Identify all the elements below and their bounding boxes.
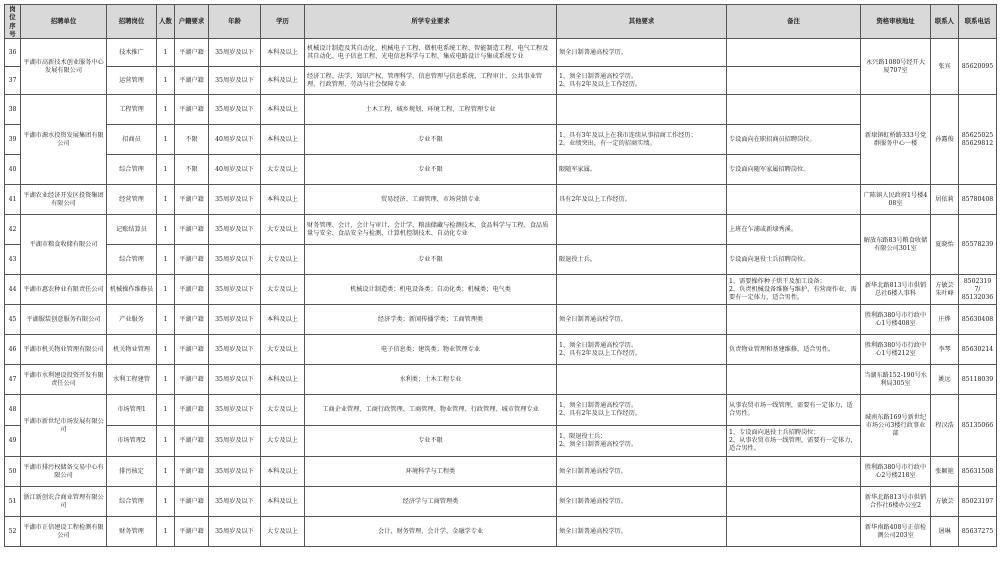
- review-address-cell: 新华北路813号市供销总社6楼人事科: [861, 275, 931, 305]
- recruitment-table: [4, 4, 997, 547]
- count-cell: 1: [157, 517, 175, 547]
- major-cell: 经济学类；新闻传播学类；工商管理类: [305, 305, 557, 335]
- table-row: [5, 275, 997, 305]
- header-hukou: 户籍要求: [175, 5, 209, 39]
- position-cell: 机械操作维修员: [107, 275, 157, 305]
- major-cell: 经济工程、法学、知识产权、管理科学、信息管理与信息系统、工程审计、公共事业管理、行政管理、劳动与社会保障专业: [305, 67, 557, 95]
- hukou-cell: 平湖户籍: [175, 365, 209, 395]
- table-row: [5, 245, 997, 275]
- education-cell: 本科及以上: [261, 457, 305, 487]
- major-cell: 贸易经济、工商管理、市场营销专业: [305, 185, 557, 215]
- header-other-requirements: 其他要求: [557, 5, 727, 39]
- education-cell: 本科及以上: [261, 487, 305, 517]
- major-cell: 会计、财务管理、会计学、金融学专业: [305, 517, 557, 547]
- unit-cell: 平湖市新世纪市场发展有限公司: [21, 395, 107, 457]
- age-cell: 35周岁及以下: [209, 67, 261, 95]
- major-cell: 工商企业管理、工商行政管理、工商管理、物业管理、行政管理、城市管理专业: [305, 395, 557, 426]
- hukou-cell: 平湖户籍: [175, 185, 209, 215]
- seq-cell: 42: [5, 215, 21, 245]
- table-row: [5, 125, 997, 155]
- notes-cell: [727, 305, 861, 335]
- contact-cell: 张宾: [931, 39, 959, 95]
- seq-cell: 51: [5, 487, 21, 517]
- other-requirements-cell: 1、须全日制普通高校学历。 2、具有2年及以上工作经历。: [557, 67, 727, 95]
- review-address-cell: 胜利路380号市行政中心2号楼218室: [861, 457, 931, 487]
- table-row: [5, 426, 997, 457]
- seq-cell: 50: [5, 457, 21, 487]
- other-requirements-cell: 须全日制普通高校学历。: [557, 487, 727, 517]
- unit-cell: 平湖市高新技术创业服务中心发展有限公司: [21, 39, 107, 95]
- phone-cell: 85631508: [959, 457, 997, 487]
- notes-cell: 专设面向在职招商员招聘岗位。: [727, 125, 861, 155]
- education-cell: 大专及以上: [261, 215, 305, 245]
- notes-cell: [727, 95, 861, 125]
- position-cell: 市场管理2: [107, 426, 157, 457]
- position-cell: 招商员: [107, 125, 157, 155]
- hukou-cell: 平湖户籍: [175, 305, 209, 335]
- position-cell: 综合管理: [107, 245, 157, 275]
- phone-cell: 85023197/ 85132036: [959, 275, 997, 305]
- phone-cell: 85780408: [959, 185, 997, 215]
- notes-cell: [727, 487, 861, 517]
- phone-cell: 85620095: [959, 39, 997, 95]
- other-requirements-cell: 1、须全日制普通高校学历。 2、具有2年及以上工作经历。: [557, 395, 727, 426]
- age-cell: 40周岁及以下: [209, 125, 261, 155]
- notes-cell: [727, 517, 861, 547]
- count-cell: 1: [157, 125, 175, 155]
- education-cell: 大专及以上: [261, 395, 305, 426]
- unit-cell: 平湖市水利建设投资开发有限责任公司: [21, 365, 107, 395]
- hukou-cell: 平湖户籍: [175, 39, 209, 67]
- review-address-cell: 解放东路83号粮食收储有限公司301室: [861, 215, 931, 275]
- count-cell: 1: [157, 215, 175, 245]
- other-requirements-cell: 限随军家属。: [557, 155, 727, 185]
- education-cell: 大专及以上: [261, 245, 305, 275]
- notes-cell: [727, 39, 861, 67]
- notes-cell: [727, 457, 861, 487]
- count-cell: 1: [157, 67, 175, 95]
- age-cell: 35周岁及以下: [209, 185, 261, 215]
- header-education: 学历: [261, 5, 305, 39]
- hukou-cell: 平湖户籍: [175, 215, 209, 245]
- seq-cell: 52: [5, 517, 21, 547]
- major-cell: 财务管理、会计、会计与审计、会计学、粮油储藏与检测技术、食品科学与工程、食品质量与安全、食品安全与检测、计算机控制技术、自动化专业: [305, 215, 557, 245]
- position-cell: 机关物业管理: [107, 335, 157, 365]
- header-position: 招聘岗位: [107, 5, 157, 39]
- hukou-cell: 平湖户籍: [175, 426, 209, 457]
- review-address-cell: 当湖东路152-190号水利局305室: [861, 365, 931, 395]
- phone-cell: 85625025 85629812: [959, 95, 997, 185]
- position-cell: 技术推广: [107, 39, 157, 67]
- seq-cell: 43: [5, 245, 21, 275]
- age-cell: 35周岁及以下: [209, 305, 261, 335]
- header-row: [5, 5, 997, 39]
- major-cell: 专业不限: [305, 125, 557, 155]
- age-cell: 35周岁及以下: [209, 39, 261, 67]
- header-unit: 招聘单位: [21, 5, 107, 39]
- education-cell: 大专及以上: [261, 517, 305, 547]
- hukou-cell: 平湖户籍: [175, 517, 209, 547]
- notes-cell: [727, 185, 861, 215]
- table-row: [5, 305, 997, 335]
- notes-cell: 上班在乍浦或新埭秀溪。: [727, 215, 861, 245]
- unit-cell: 平湖市机关物业管理有限公司: [21, 335, 107, 365]
- header-contact: 联系人: [931, 5, 959, 39]
- phone-cell: 85578239: [959, 215, 997, 275]
- count-cell: 1: [157, 335, 175, 365]
- major-cell: 环境科学与工程类: [305, 457, 557, 487]
- table-row: [5, 395, 997, 426]
- hukou-cell: 不限: [175, 155, 209, 185]
- age-cell: 40周岁及以下: [209, 155, 261, 185]
- notes-cell: 负责物业管理和基建维修，适合男性。: [727, 335, 861, 365]
- review-address-cell: 新埭镇虹桥路333号党群服务中心一楼: [861, 95, 931, 185]
- contact-cell: 张颖艳: [931, 457, 959, 487]
- hukou-cell: 不限: [175, 125, 209, 155]
- notes-cell: [727, 365, 861, 395]
- other-requirements-cell: 限退役士兵。: [557, 245, 727, 275]
- seq-cell: 41: [5, 185, 21, 215]
- major-cell: 专业不限: [305, 245, 557, 275]
- major-cell: 专业不限: [305, 155, 557, 185]
- notes-cell: 1、需要操作种子烘干及加工设备； 2、负责机械设备维修与维护，有营商作业，需要有一定体力，适合男性。: [727, 275, 861, 305]
- seq-cell: 45: [5, 305, 21, 335]
- contact-cell: 庄烨: [931, 305, 959, 335]
- count-cell: 1: [157, 185, 175, 215]
- education-cell: 大专及以上: [261, 335, 305, 365]
- other-requirements-cell: 须全日制普通高校学历。: [557, 457, 727, 487]
- hukou-cell: 平湖户籍: [175, 275, 209, 305]
- seq-cell: 39: [5, 125, 21, 155]
- header-count: 人数: [157, 5, 175, 39]
- major-cell: 机械设计制造类；机电设备类；自动化类；机械类；电气类: [305, 275, 557, 305]
- count-cell: 1: [157, 487, 175, 517]
- review-address-cell: 胜利路380号市行政中心1号楼408室: [861, 305, 931, 335]
- unit-cell: 浙江新创农合商业管理有限公司: [21, 487, 107, 517]
- recruitment-table-container: [4, 4, 996, 547]
- hukou-cell: 平湖户籍: [175, 335, 209, 365]
- age-cell: 35周岁及以下: [209, 457, 261, 487]
- review-address-cell: 城南东路169号新世纪市场公司3楼行政事业部: [861, 395, 931, 457]
- table-body: [5, 39, 997, 547]
- contact-cell: 姚远: [931, 365, 959, 395]
- header-notes: 备注: [727, 5, 861, 39]
- contact-cell: 方敏芸 朱叶峰: [931, 275, 959, 305]
- education-cell: 本科及以上: [261, 39, 305, 67]
- seq-cell: 38: [5, 95, 21, 125]
- contact-cell: 夏晓怡: [931, 215, 959, 275]
- hukou-cell: 平湖户籍: [175, 95, 209, 125]
- education-cell: 本科及以上: [261, 185, 305, 215]
- age-cell: 35周岁及以下: [209, 215, 261, 245]
- seq-cell: 46: [5, 335, 21, 365]
- contact-cell: 李琴: [931, 335, 959, 365]
- seq-cell: 44: [5, 275, 21, 305]
- other-requirements-cell: 须全日制普通高校学历。: [557, 517, 727, 547]
- seq-cell: 49: [5, 426, 21, 457]
- contact-cell: 居依莉: [931, 185, 959, 215]
- header-major: 所学专业要求: [305, 5, 557, 39]
- table-row: [5, 185, 997, 215]
- count-cell: 1: [157, 95, 175, 125]
- unit-cell: 平湖市惠农种业有限责任公司: [21, 275, 107, 305]
- education-cell: 本科及以上: [261, 305, 305, 335]
- age-cell: 35周岁及以下: [209, 365, 261, 395]
- education-cell: 大专及以上: [261, 426, 305, 457]
- other-requirements-cell: 须全日制普通高校学历。: [557, 305, 727, 335]
- age-cell: 35周岁及以下: [209, 426, 261, 457]
- phone-cell: 85023197: [959, 487, 997, 517]
- review-address-cell: 胜利路380号市行政中心1号楼212室: [861, 335, 931, 365]
- count-cell: 1: [157, 275, 175, 305]
- education-cell: 本科及以上: [261, 125, 305, 155]
- education-cell: 大专及以上: [261, 275, 305, 305]
- table-row: [5, 95, 997, 125]
- other-requirements-cell: [557, 275, 727, 305]
- contact-cell: 方敏芸: [931, 487, 959, 517]
- header-phone: 联系电话: [959, 5, 997, 39]
- header-seq: 岗位序号: [5, 5, 21, 39]
- count-cell: 1: [157, 365, 175, 395]
- position-cell: 综合管理: [107, 487, 157, 517]
- count-cell: 1: [157, 457, 175, 487]
- table-row: [5, 215, 997, 245]
- age-cell: 35周岁及以下: [209, 245, 261, 275]
- notes-cell: 从事农贸市场一线管理，需要有一定体力，适合男性。: [727, 395, 861, 426]
- other-requirements-cell: 1、限退役士兵； 2、须全日制普通高校学历。: [557, 426, 727, 457]
- position-cell: 产业服务: [107, 305, 157, 335]
- other-requirements-cell: [557, 365, 727, 395]
- age-cell: 35周岁及以下: [209, 395, 261, 426]
- count-cell: 1: [157, 245, 175, 275]
- phone-cell: 85637275: [959, 517, 997, 547]
- seq-cell: 40: [5, 155, 21, 185]
- major-cell: 机械设计制造及其自动化、机械电子工程、微机电系统工程、智能制造工程、电气工程及其自动化、电子信息工程、光电信息科学与工程、集成电路设计与集成系统专业: [305, 39, 557, 67]
- other-requirements-cell: 须全日制普通高校学历。: [557, 39, 727, 67]
- age-cell: 35周岁及以下: [209, 275, 261, 305]
- review-address-cell: 新华南路408号正信检测公司203室: [861, 517, 931, 547]
- notes-cell: 专设面向随军家属招聘岗位。: [727, 155, 861, 185]
- major-cell: 土木工程、城乡规划、环境工程、工程管理专业: [305, 95, 557, 125]
- table-row: [5, 487, 997, 517]
- contact-cell: 程汉浩: [931, 395, 959, 457]
- education-cell: 本科及以上: [261, 365, 305, 395]
- table-row: [5, 517, 997, 547]
- hukou-cell: 平湖户籍: [175, 67, 209, 95]
- education-cell: 本科及以上: [261, 95, 305, 125]
- review-address-cell: 永兴路1080号经开大厦707室: [861, 39, 931, 95]
- unit-cell: 平湖市粮食收储有限公司: [21, 215, 107, 275]
- hukou-cell: 平湖户籍: [175, 487, 209, 517]
- notes-cell: 1、专设面向退役士兵招聘岗位； 2、从事农贸市场一线管理，需要有一定体力，适合男性。: [727, 426, 861, 457]
- other-requirements-cell: 具有2年及以上工作经历。: [557, 185, 727, 215]
- review-address-cell: 广陈镇人民政府1号楼408室: [861, 185, 931, 215]
- seq-cell: 37: [5, 67, 21, 95]
- major-cell: 经济学与工商管理类: [305, 487, 557, 517]
- other-requirements-cell: 1、须全日制普通高校学历。 2、具有2年及以上工作经历。: [557, 335, 727, 365]
- education-cell: 大专及以上: [261, 155, 305, 185]
- phone-cell: 85630408: [959, 305, 997, 335]
- notes-cell: 专设面向退役士兵招聘岗位。: [727, 245, 861, 275]
- unit-cell: 平湖服装创意服务有限公司: [21, 305, 107, 335]
- major-cell: 电子信息类；建筑类；物业管理专业: [305, 335, 557, 365]
- other-requirements-cell: [557, 95, 727, 125]
- position-cell: 排污核定: [107, 457, 157, 487]
- major-cell: 专业不限: [305, 426, 557, 457]
- position-cell: 水利工程建管: [107, 365, 157, 395]
- major-cell: 水利类；土木工程专业: [305, 365, 557, 395]
- position-cell: 经营管理: [107, 185, 157, 215]
- unit-cell: 平湖市正信建设工程检测有限公司: [21, 517, 107, 547]
- unit-cell: 平湖农业经济开发区投资集团有限公司: [21, 185, 107, 215]
- age-cell: 35周岁及以下: [209, 487, 261, 517]
- table-row: [5, 39, 997, 67]
- position-cell: 市场管理1: [107, 395, 157, 426]
- table-row: [5, 457, 997, 487]
- position-cell: 工程管理: [107, 95, 157, 125]
- table-row: [5, 335, 997, 365]
- count-cell: 1: [157, 426, 175, 457]
- position-cell: 财务管理: [107, 517, 157, 547]
- hukou-cell: 平湖户籍: [175, 245, 209, 275]
- table-row: [5, 155, 997, 185]
- hukou-cell: 平湖户籍: [175, 395, 209, 426]
- hukou-cell: 平湖户籍: [175, 457, 209, 487]
- age-cell: 35周岁及以下: [209, 335, 261, 365]
- age-cell: 35周岁及以下: [209, 95, 261, 125]
- position-cell: 综合管理: [107, 155, 157, 185]
- notes-cell: [727, 67, 861, 95]
- table-row: [5, 365, 997, 395]
- review-address-cell: 新华北路813号市供销合作社6楼办公室2: [861, 487, 931, 517]
- count-cell: 1: [157, 395, 175, 426]
- age-cell: 35周岁及以下: [209, 517, 261, 547]
- phone-cell: 85135066: [959, 395, 997, 457]
- header-review-address: 资格审核地址: [861, 5, 931, 39]
- phone-cell: 85118039: [959, 365, 997, 395]
- contact-cell: 屠琳: [931, 517, 959, 547]
- count-cell: 1: [157, 305, 175, 335]
- education-cell: 本科及以上: [261, 67, 305, 95]
- unit-cell: 平湖市排污权储备交易中心有限公司: [21, 457, 107, 487]
- unit-cell: 平湖市源水投资发展集团有限公司: [21, 95, 107, 185]
- count-cell: 1: [157, 155, 175, 185]
- other-requirements-cell: [557, 215, 727, 245]
- contact-cell: 孙露俊: [931, 95, 959, 185]
- header-age: 年龄: [209, 5, 261, 39]
- position-cell: 记账结算员: [107, 215, 157, 245]
- seq-cell: 48: [5, 395, 21, 426]
- table-row: [5, 67, 997, 95]
- position-cell: 运营管理: [107, 67, 157, 95]
- seq-cell: 36: [5, 39, 21, 67]
- seq-cell: 47: [5, 365, 21, 395]
- other-requirements-cell: 1、具有3年及以上在我市连续从事招商工作经历； 2、业绩突出，有一定的招商实绩。: [557, 125, 727, 155]
- phone-cell: 85630214: [959, 335, 997, 365]
- count-cell: 1: [157, 39, 175, 67]
